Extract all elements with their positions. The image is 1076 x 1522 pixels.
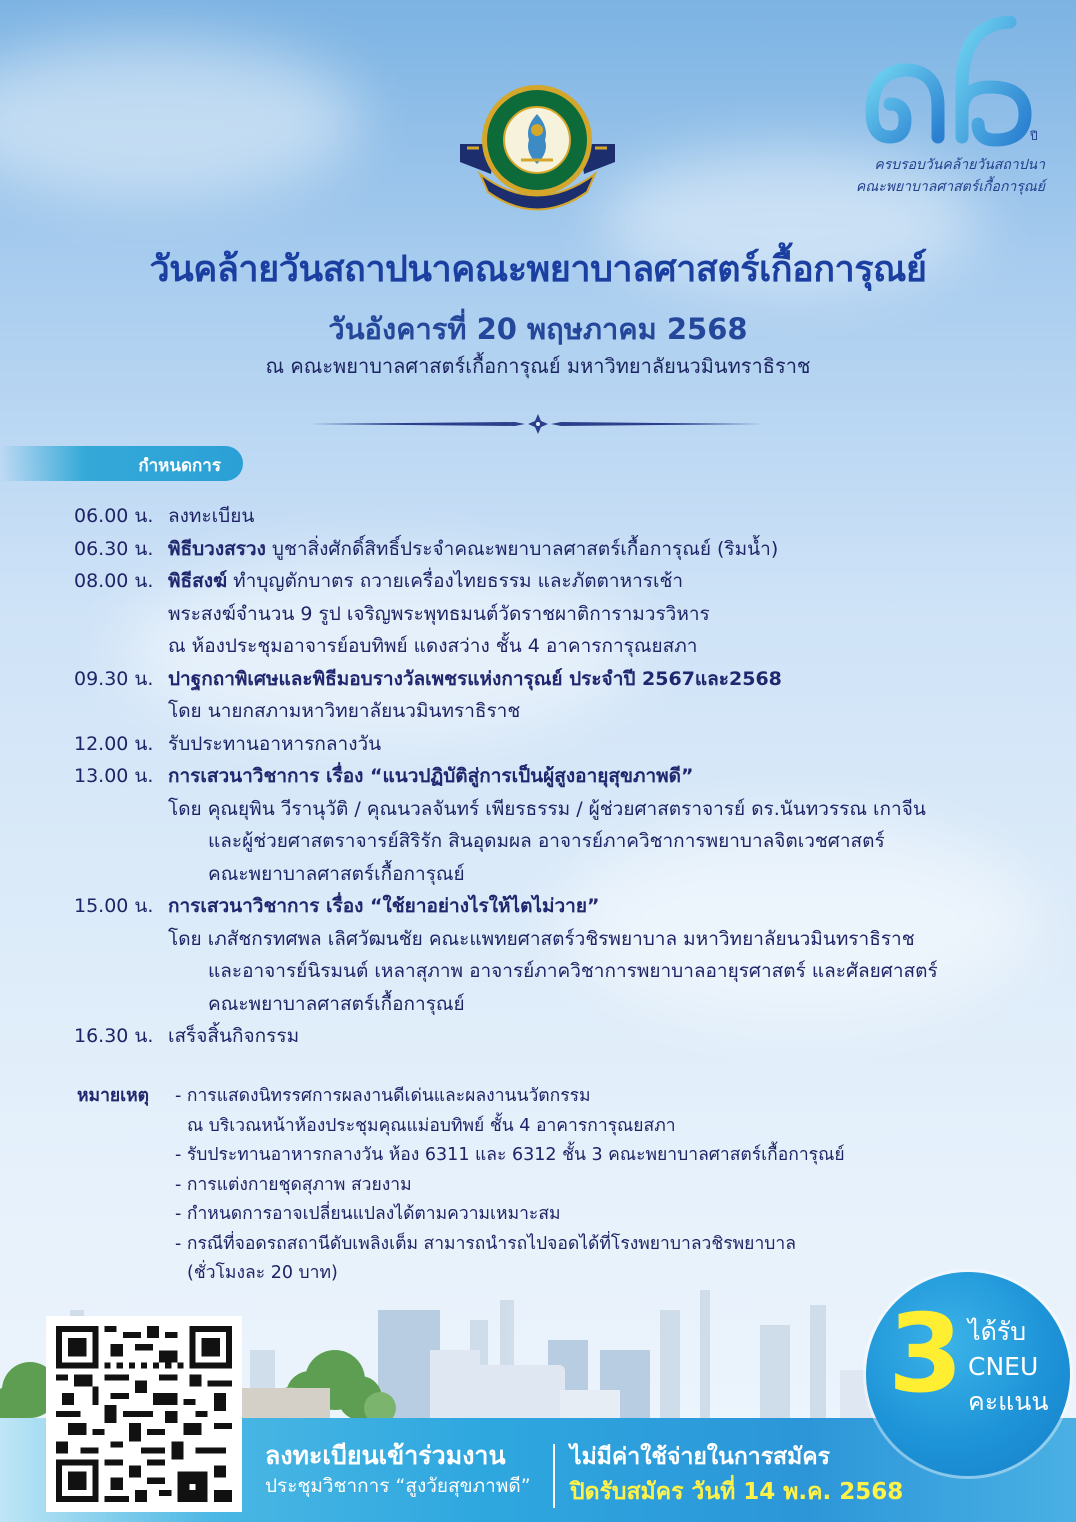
note-item: - รับประทานอาหารกลางวัน ห้อง 6311 และ 6312 ชั้น 3 คณะพยาบาลศาสตร์เกื้อการุณย์ bbox=[175, 1145, 845, 1165]
footer-divider bbox=[553, 1444, 555, 1508]
schedule-text: ลงทะเบียน bbox=[168, 505, 255, 527]
note-item: - กำหนดการอาจเปลี่ยนแปลงได้ตามความเหมาะสม bbox=[175, 1204, 561, 1224]
notes-label: หมายเหตุ bbox=[77, 1086, 150, 1106]
schedule-title: การเสวนาวิชาการ เรื่อง “แนวปฏิบัติสู่การเป็นผู้สูงอายุสุขภาพดี” bbox=[168, 765, 694, 787]
schedule-time: 13.00 น. bbox=[74, 765, 154, 787]
notes-section bbox=[77, 1082, 1057, 1289]
schedule-text: รับประทานอาหารกลางวัน bbox=[168, 732, 382, 755]
schedule-text: ทำบุญตักบาตร ถวายเครื่องไทยธรรม และภัตตาหารเช้า bbox=[227, 570, 684, 592]
note-item: - การแต่งกายชุดสุภาพ สวยงาม bbox=[175, 1174, 412, 1195]
schedule-item bbox=[74, 500, 1064, 533]
schedule-item bbox=[74, 760, 1064, 890]
schedule-time: 12.00 น. bbox=[74, 732, 154, 755]
event-date: วันอังคารที่ 20 พฤษภาคม 2568 bbox=[328, 312, 748, 346]
schedule-item bbox=[74, 890, 1064, 1020]
cneu-line-3: คะแนน bbox=[968, 1387, 1049, 1416]
schedule-detail: พระสงฆ์จำนวน 9 รูป เจริญพระพุทธมนต์วัดราชผาติการามวรวิหาร bbox=[168, 602, 710, 625]
schedule-title: พิธีสงฆ์ bbox=[168, 570, 228, 592]
qr-code-icon bbox=[56, 1326, 232, 1502]
register-subtitle: ประชุมวิชาการ “สูงวัยสุขภาพดี” bbox=[265, 1475, 531, 1497]
anniversary-line-2: คณะพยาบาลศาสตร์เกื้อการุณย์ bbox=[855, 179, 1045, 195]
registration-close-date: ปิดรับสมัคร วันที่ 14 พ.ค. 2568 bbox=[570, 1479, 904, 1505]
anniversary-caption bbox=[840, 154, 1045, 198]
registration-fee: ไม่มีค่าใช้จ่ายในการสมัคร bbox=[570, 1444, 830, 1470]
schedule-time: 06.30 น. bbox=[74, 537, 154, 560]
schedule-item bbox=[74, 533, 1064, 566]
schedule-heading-pill bbox=[0, 446, 243, 481]
schedule-time: 08.00 น. bbox=[74, 570, 154, 592]
note-item: ณ บริเวณหน้าห้องประชุมคุณแม่อบทิพย์ ชั้น 4 อาคารการุณยสภา bbox=[187, 1115, 676, 1136]
cneu-line-1: ได้รับ bbox=[968, 1317, 1027, 1346]
schedule-detail: และผู้ช่วยศาสตราจารย์สิริรัก สินอุดมผล อาจารย์ภาควิชาการพยาบาลจิตเวชศาสตร์ bbox=[208, 830, 885, 852]
note-item: - กรณีที่จอดรถสถานีดับเพลิงเต็ม สามารถนำรถไปจอดได้ที่โรงพยาบาลวชิรพยาบาล bbox=[175, 1233, 796, 1254]
page-title: วันคล้ายวันสถาปนาคณะพยาบาลศาสตร์เกื้อการุณย์ bbox=[149, 249, 927, 290]
schedule-text: บูชาสิ่งศักดิ์สิทธิ์ประจำคณะพยาบาลศาสตร์เกื้อการุณย์ (ริมน้ำ) bbox=[265, 537, 779, 560]
schedule-item bbox=[74, 728, 1064, 761]
cneu-label bbox=[968, 1314, 1048, 1419]
schedule-title: ปาฐกถาพิเศษและพิธีมอบรางวัลเพชรแห่งการุณย์ ประจำปี 2567และ2568 bbox=[168, 667, 782, 690]
schedule-title: พิธีบวงสรวง bbox=[168, 537, 266, 560]
schedule-time: 06.00 น. bbox=[74, 505, 154, 527]
register-title: ลงทะเบียนเข้าร่วมงาน bbox=[265, 1441, 506, 1470]
schedule-detail: โดย เภสัชกรทศพล เลิศวัฒนชัย คณะแพทยศาสตร์วชิรพยาบาล มหาวิทยาลัยนวมินทราธิราช bbox=[168, 927, 915, 950]
schedule-time: 15.00 น. bbox=[74, 895, 154, 917]
schedule-detail: ณ ห้องประชุมอาจารย์อบทิพย์ แดงสว่าง ชั้น 4 อาคารการุณยสภา bbox=[168, 635, 698, 657]
anniversary-line-1: ครบรอบวันคล้ายวันสถาปนา bbox=[874, 157, 1045, 173]
cneu-value: 3 bbox=[888, 1292, 964, 1417]
schedule-title: การเสวนาวิชาการ เรื่อง “ใช้ยาอย่างไรให้ไตไม่วาย” bbox=[168, 895, 600, 917]
schedule-detail: โดย คุณยุพิน วีรานุวัติ / คุณนวลจันทร์ เพียรธรรม / ผู้ช่วยศาสตราจารย์ ดร.นันทวรรณ เกาจีน bbox=[168, 797, 926, 820]
schedule-item bbox=[74, 565, 1064, 663]
background-cloud bbox=[0, 40, 360, 200]
university-seal-icon bbox=[455, 82, 620, 212]
note-item: (ชั่วโมงละ 20 บาท) bbox=[187, 1263, 338, 1283]
schedule-time: 09.30 น. bbox=[74, 667, 154, 690]
note-item: - การแสดงนิทรรศการผลงานดีเด่นและผลงานนวัตกรรม bbox=[175, 1086, 591, 1106]
schedule-item bbox=[74, 663, 1064, 728]
schedule-text: เสร็จสิ้นกิจกรรม bbox=[168, 1025, 300, 1047]
schedule-detail: คณะพยาบาลศาสตร์เกื้อการุณย์ bbox=[208, 992, 465, 1015]
schedule-detail: และอาจารย์นิรมนต์ เหลาสุภาพ อาจารย์ภาควิชาการพยาบาลอายุรศาสตร์ และศัลยศาสตร์ bbox=[208, 960, 938, 982]
schedule-time: 16.30 น. bbox=[74, 1025, 154, 1047]
schedule-detail: โดย นายกสภามหาวิทยาลัยนวมินทราธิราช bbox=[168, 700, 521, 722]
registration-qr-code[interactable] bbox=[46, 1316, 242, 1512]
schedule-detail: คณะพยาบาลศาสตร์เกื้อการุณย์ bbox=[208, 862, 465, 885]
schedule-list bbox=[74, 500, 1064, 1053]
schedule-item bbox=[74, 1020, 1064, 1053]
schedule-heading: กำหนดการ bbox=[138, 456, 221, 476]
cneu-line-2: CNEU bbox=[968, 1352, 1039, 1381]
ornament-divider-icon bbox=[310, 413, 766, 435]
anniversary-suffix: ปี bbox=[1030, 129, 1038, 143]
event-venue: ณ คณะพยาบาลศาสตร์เกื้อการุณย์ มหาวิทยาลัยนวมินทราธิราช bbox=[265, 354, 811, 378]
